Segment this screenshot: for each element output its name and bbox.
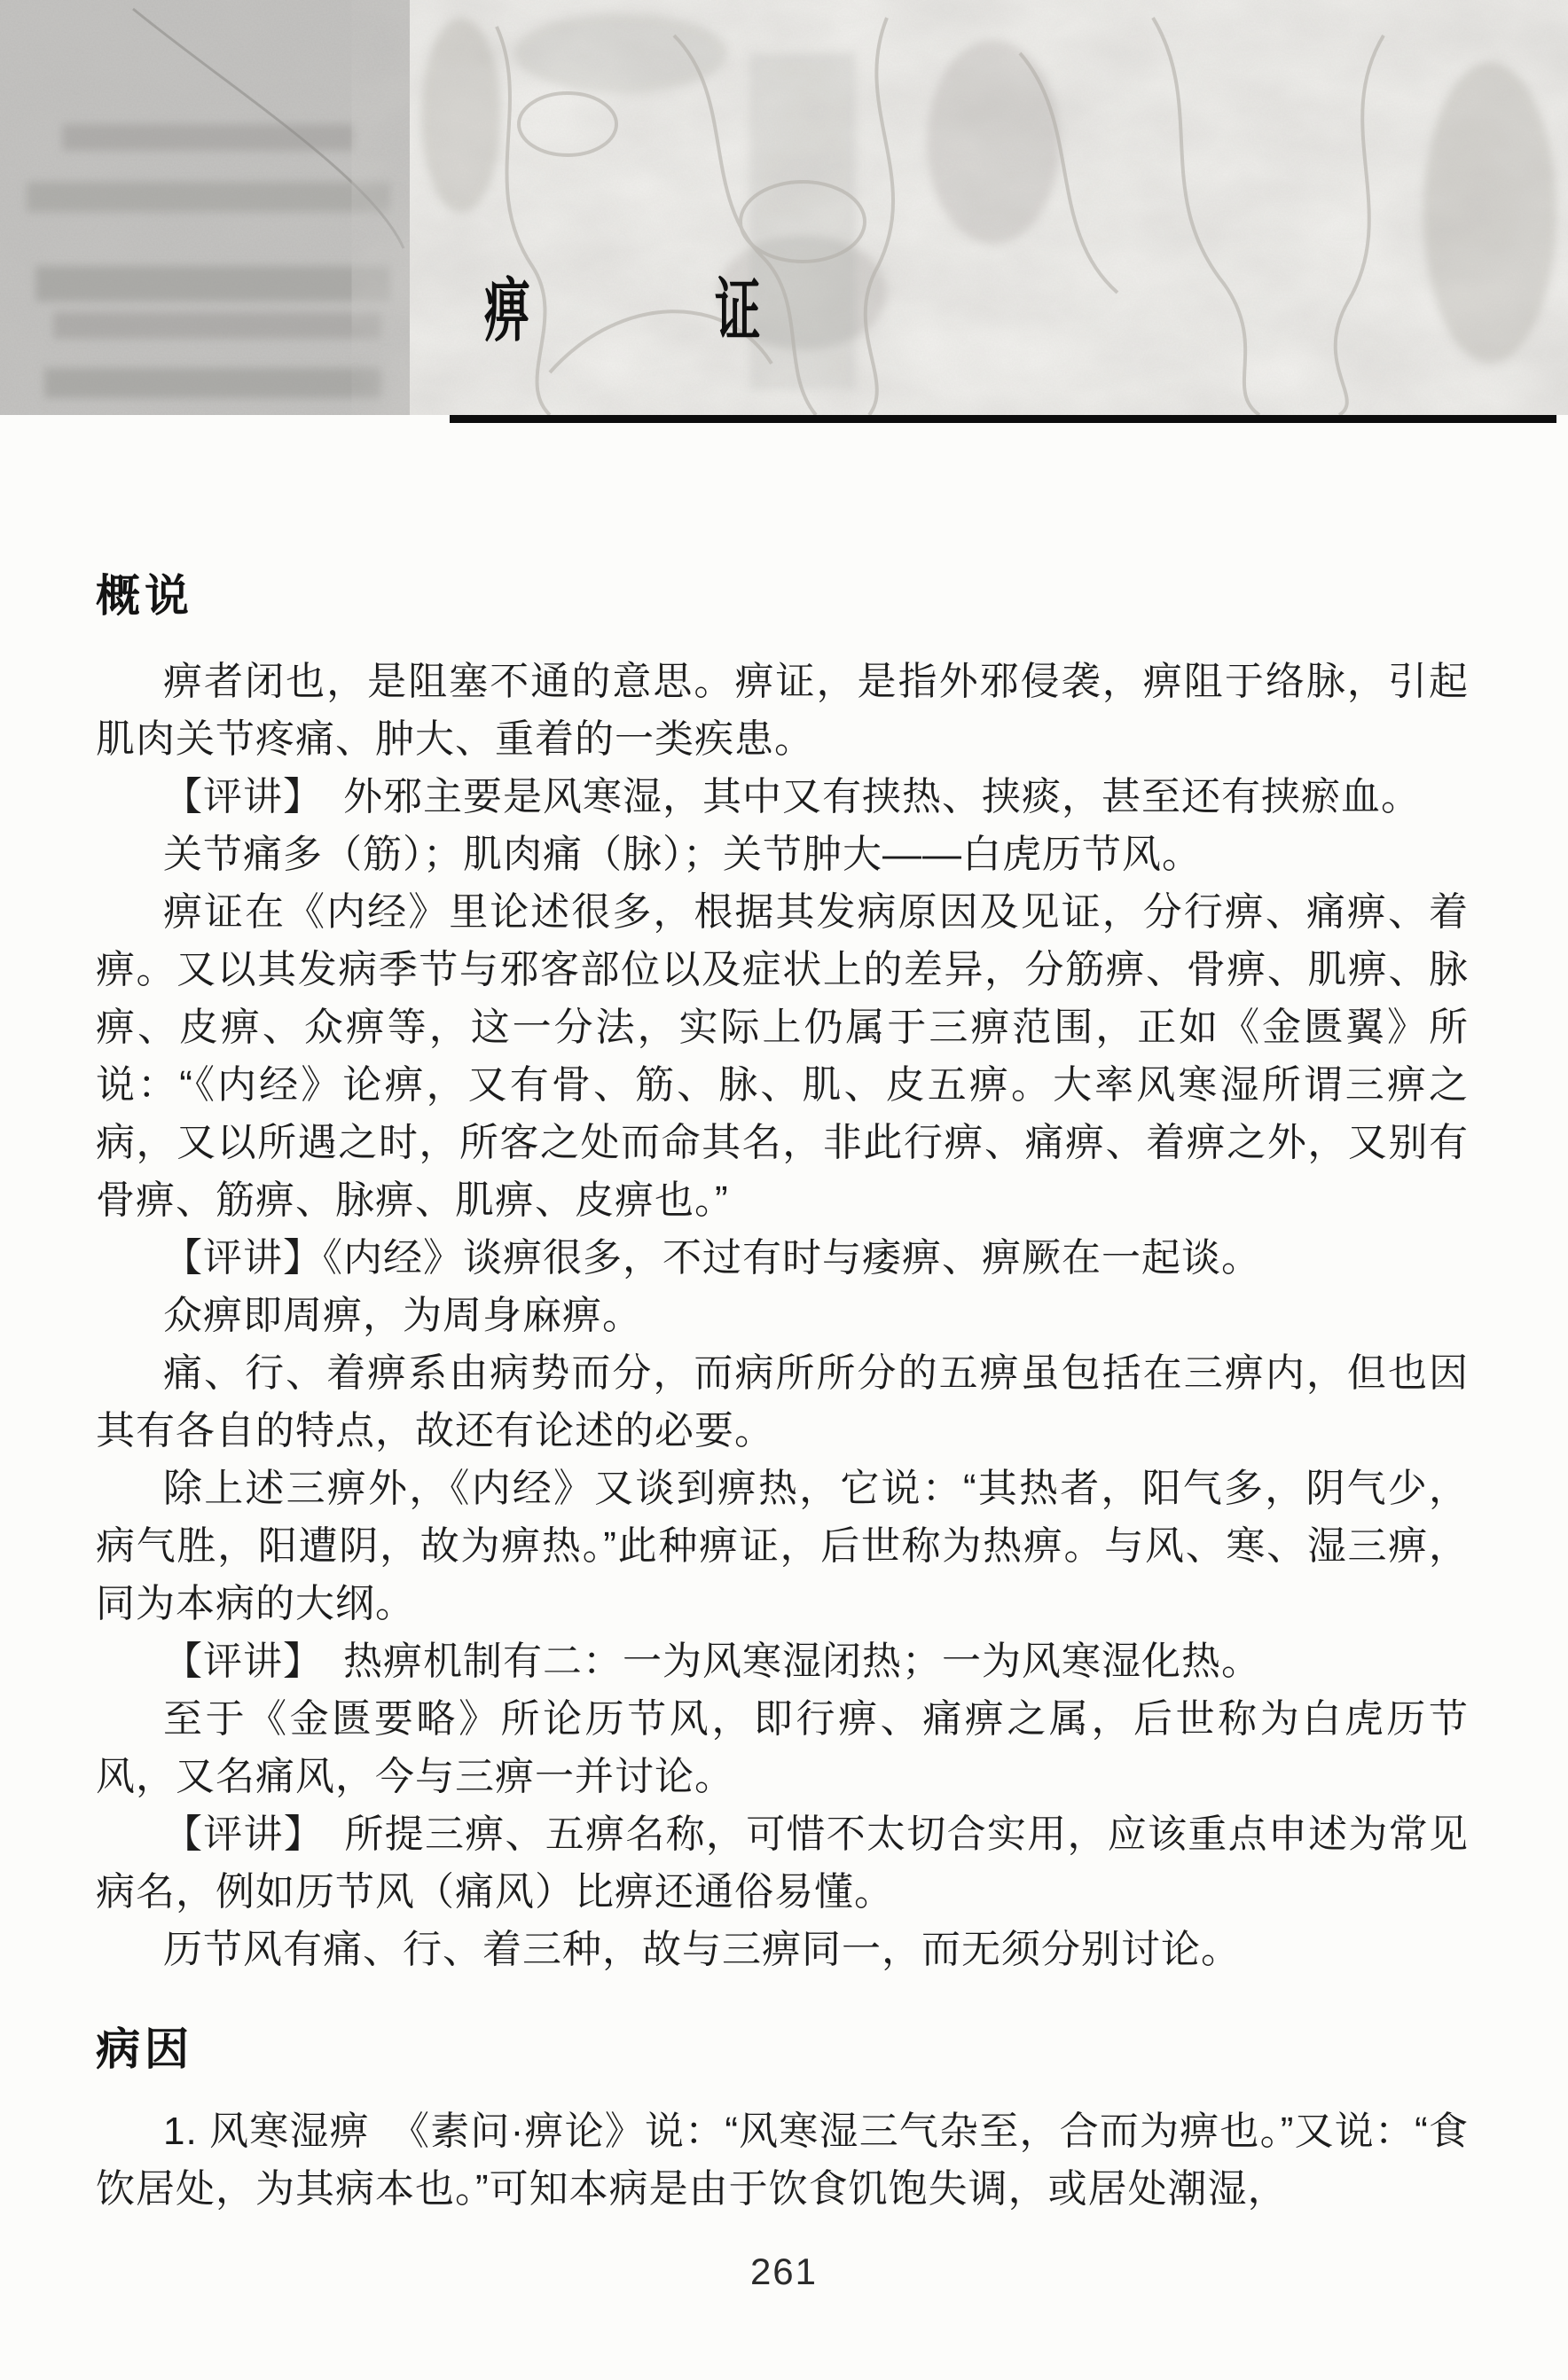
paragraph: 痛、行、着痹系由病势而分，而病所所分的五痹虽包括在三痹内，但也因其有各自的特点，故还有论述的必要。	[96, 1351, 1469, 1452]
header-divider-rule	[450, 415, 1556, 423]
page-body-text	[96, 571, 1469, 2218]
paragraph-commentary: 【评讲】 热痹机制有二：一为风寒湿闭热；一为风寒湿化热。	[163, 1640, 1261, 1683]
chapter-title-char-2: 证	[715, 271, 761, 349]
paragraph: 至于《金匮要略》所论历节风，即行痹、痛痹之属，后世称为白虎历节风，又名痛风，今与三痹一并讨论。	[96, 1697, 1469, 1798]
header-mural-artwork	[0, 0, 1568, 415]
paragraph-commentary: 【评讲】《内经》谈痹很多，不过有时与痿痹、痹厥在一起谈。	[163, 1236, 1261, 1280]
scan-gutter-texture	[0, 0, 410, 415]
page-number: 261	[749, 2251, 819, 2292]
paragraph: 历节风有痛、行、着三种，故与三痹同一，而无须分别讨论。	[163, 1928, 1241, 1971]
section-heading-overview: 概说	[96, 571, 193, 621]
paragraph: 痹者闭也，是阻塞不通的意思。痹证，是指外邪侵袭，痹阻于络脉，引起肌肉关节疼痛、肿大、重着的一类疾患。	[96, 660, 1469, 761]
paragraph: 1. 风寒湿痹 《素问·痹论》说：“风寒湿三气杂至，合而为痹也。”又说：“食饮居处，为其病本也。”可知本病是由于饮食饥饱失调，或居处潮湿，	[96, 2110, 1469, 2211]
paragraph: 众痹即周痹，为周身麻痹。	[163, 1294, 642, 1337]
chapter-title-char-1: 痹	[484, 271, 530, 349]
paragraph-commentary: 【评讲】 所提三痹、五痹名称，可惜不太切合实用，应该重点申述为常见病名，例如历节风（痛风）比痹还通俗易懂。	[96, 1812, 1469, 1914]
chapter-header	[0, 0, 1568, 431]
paragraph-commentary: 【评讲】 外邪主要是风寒湿，其中又有挟热、挟痰，甚至还有挟瘀血。	[163, 775, 1421, 818]
mural-art-area	[410, 0, 1568, 415]
section-heading-etiology: 病因	[96, 2024, 193, 2074]
paragraph: 除上述三痹外，《内经》又谈到痹热，它说：“其热者，阳气多，阴气少，病气胜，阳遭阴，故为痹热。”此种痹证，后世称为热痹。与风、寒、湿三痹，同为本病的大纲。	[96, 1467, 1469, 1625]
paragraph: 关节痛多（筋）；肌肉痛（脉）；关节肿大——白虎历节风。	[163, 833, 1202, 876]
paragraph: 痹证在《内经》里论述很多，根据其发病原因及见证，分行痹、痛痹、着痹。又以其发病季节与邪客部位以及症状上的差异，分筋痹、骨痹、肌痹、脉痹、皮痹、众痹等，这一分法，实际上仍属于三痹范围，正如《金匮翼》所说：“《内经》论痹，又有骨、筋、脉、肌、皮五痹。大率风寒湿所谓三痹之病，又以所遇之时，所客之处而命其名，非此行痹、痛痹、着痹之外，又别有骨痹、筋痹、脉痹、肌痹、皮痹也。”	[96, 890, 1469, 1222]
